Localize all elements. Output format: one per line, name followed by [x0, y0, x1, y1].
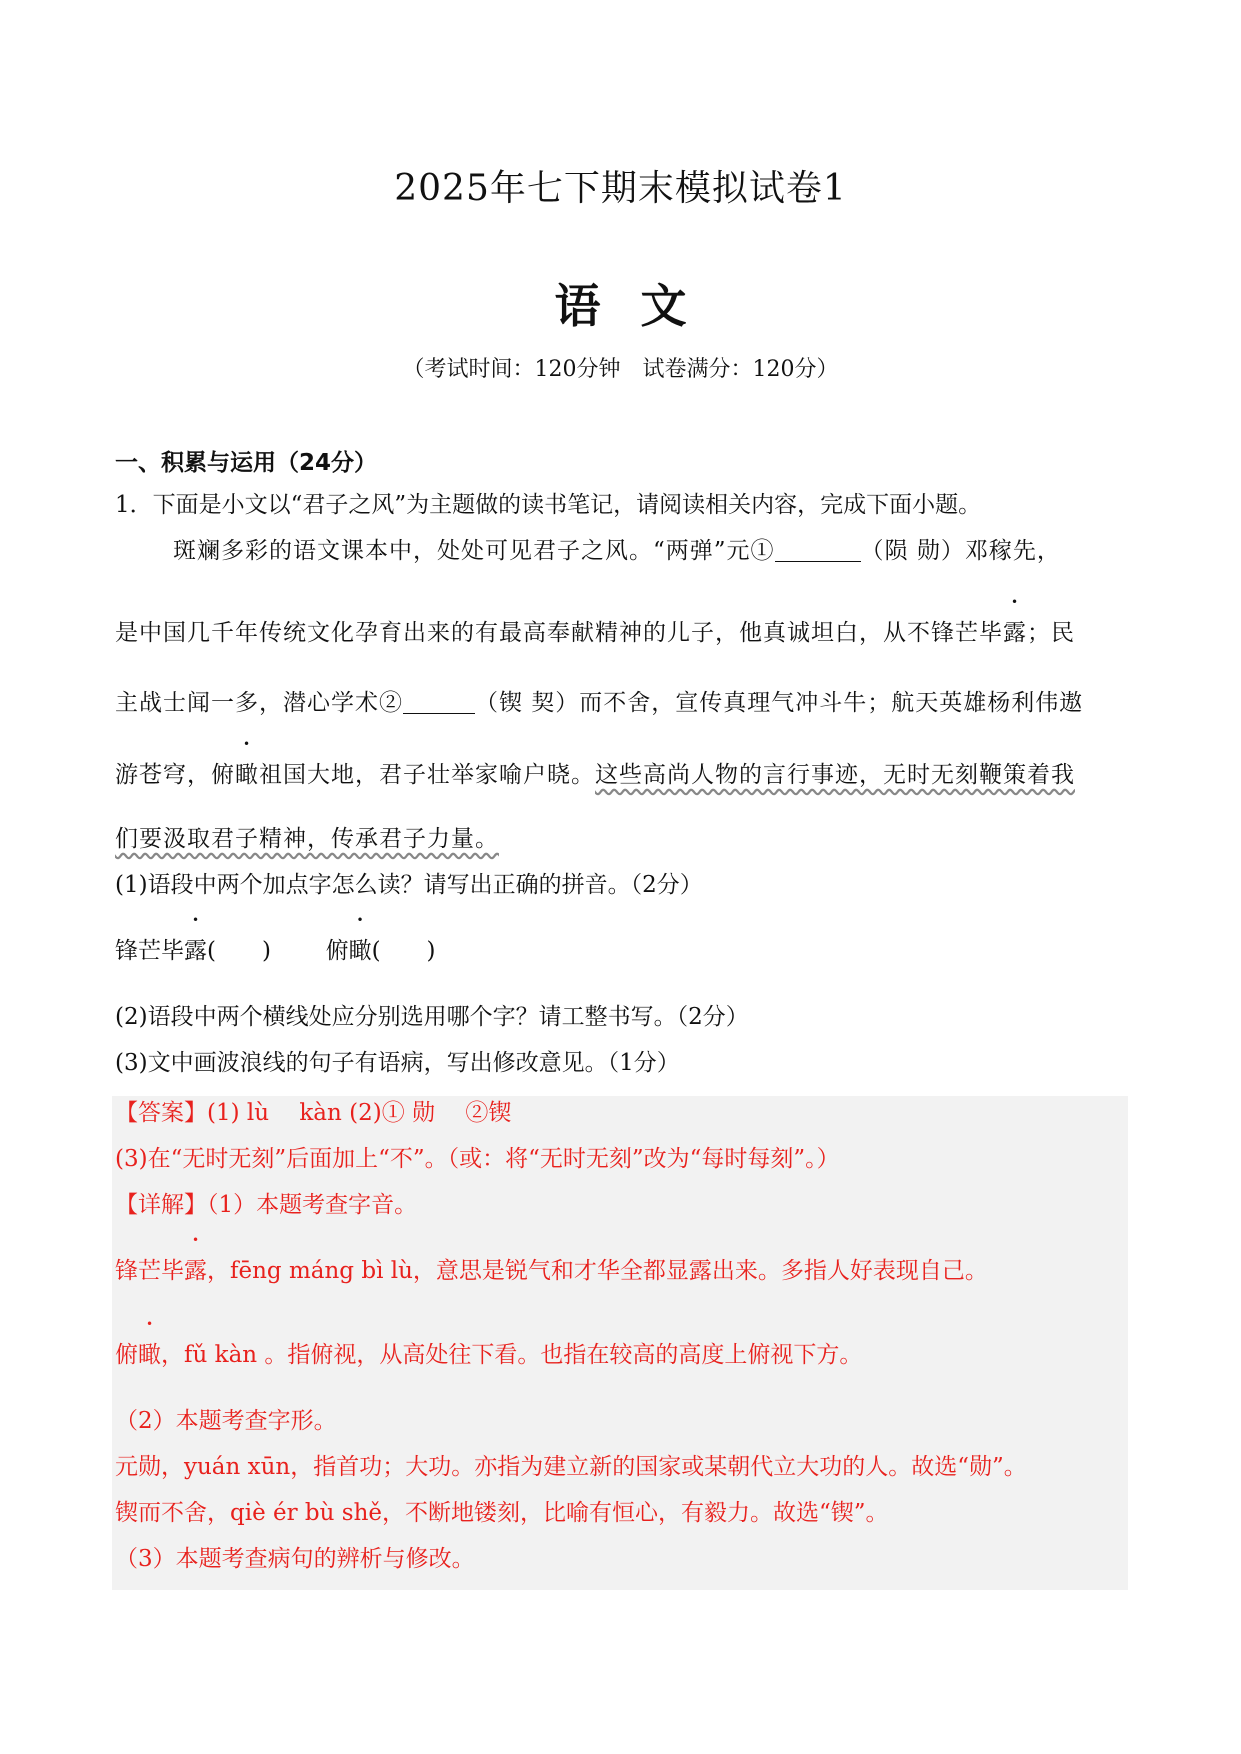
section-heading: 一、积累与运用（24分）	[115, 450, 378, 476]
subquestion-2: (2)语段中两个横线处应分别选用哪个字？请工整书写。（2分）	[115, 1004, 749, 1030]
detail-line-5: 元勋，yuán xūn，指首功；大功。亦指为建立新的国家或某朝代立大功的人。故选“勋”。	[115, 1454, 1027, 1480]
passage-text: 是中国几千年传统文化孕育出来的有最高奉献精神的儿子，他真诚坦白，从不锋芒毕	[115, 620, 1003, 646]
detail-line-7: （3）本题考查病句的辨析与修改。	[115, 1546, 475, 1572]
blank-2	[403, 689, 475, 714]
answer-line-2: (3)在“无时无刻”后面加上“不”。（或：将“无时无刻”改为“每时每刻”。）	[115, 1146, 840, 1172]
detail-line-6: 锲而不舍，qiè ér bù shě，不断地镂刻，比喻有恒心，有毅力。故选“锲”。	[115, 1500, 889, 1526]
detail-text: ，fǔ kàn 。指俯视，从高处往下看。也指在较高的高度上俯视下方。	[161, 1342, 863, 1368]
blank-1	[775, 537, 861, 562]
detail-line-3	[115, 1336, 862, 1369]
passage-text: 斑斓多彩的语文课本中，处处可见君子之风。“两弹”元①	[173, 538, 775, 564]
dotted-char: 瞰	[348, 938, 372, 964]
wavy-underlined-sentence: 们要汲取君子精神，传承君子力量。	[115, 826, 499, 852]
dotted-char: 露	[1003, 620, 1027, 646]
detail-text: ，fēng máng bì lù，意思是锐气和才华全都显露出来。多指人好表现自己。	[207, 1258, 988, 1284]
passage-line-5	[115, 820, 1125, 853]
detail-line-4: （2）本题考查字形。	[115, 1408, 337, 1434]
dotted-char: 瞰	[138, 1342, 161, 1368]
passage-text: ；民	[1027, 620, 1075, 646]
passage-line-2	[115, 614, 1125, 647]
dotted-char: 露	[184, 938, 207, 964]
detail-line-2	[115, 1252, 988, 1285]
dotted-char: 瞰	[235, 762, 259, 788]
answer-blank: ( )	[207, 938, 271, 964]
dotted-char: 露	[184, 1258, 207, 1284]
question-stem: 1．下面是小文以“君子之风”为主题做的读书笔记，请阅读相关内容，完成下面小题。	[115, 492, 982, 518]
detail-text: 俯	[115, 1342, 138, 1368]
answer-text: (1) lù kàn (2)① 勋 ②锲	[207, 1100, 512, 1126]
passage-text: 主战士闻一多，潜心学术②	[115, 690, 403, 716]
answer-label: 【答案】	[115, 1100, 207, 1126]
passage-text: 祖国大地，君子壮举家喻户晓。	[259, 762, 595, 788]
detail-text: （1）本题考查字音。	[207, 1192, 418, 1218]
subquestion-3: (3)文中画波浪线的句子有语病，写出修改意见。（1分）	[115, 1050, 680, 1076]
subject-heading: 语文	[554, 279, 727, 333]
pinyin-blanks	[115, 932, 436, 965]
subquestion-1: (1)语段中两个加点字怎么读？请写出正确的拼音。（2分）	[115, 872, 703, 898]
word-text: 锋芒毕	[115, 938, 184, 964]
passage-text: 游苍穹，俯	[115, 762, 235, 788]
detail-label: 【详解】	[115, 1192, 207, 1218]
passage-line-3	[115, 684, 1125, 717]
word-text: 俯	[325, 938, 349, 964]
detail-text: 锋芒毕	[115, 1258, 184, 1284]
detail-line-1	[115, 1186, 417, 1219]
passage-text: （锲 契）而不舍，宣传真理气冲斗牛；航天英雄杨利伟遨	[475, 690, 1084, 716]
passage-text: （陨 勋）邓稼先，	[860, 538, 1061, 564]
passage-line-4	[115, 756, 1125, 789]
exam-title: 2025年七下期末模拟试卷1	[394, 168, 847, 209]
answer-blank: ( )	[371, 938, 436, 964]
exam-time-info: （考试时间：120分钟 试卷满分：120分）	[402, 357, 839, 382]
wavy-underlined-sentence: 这些高尚人物的言行事迹，无时无刻鞭策着我	[595, 762, 1075, 788]
passage-line-1	[115, 532, 1125, 565]
answer-line-1	[115, 1094, 511, 1127]
